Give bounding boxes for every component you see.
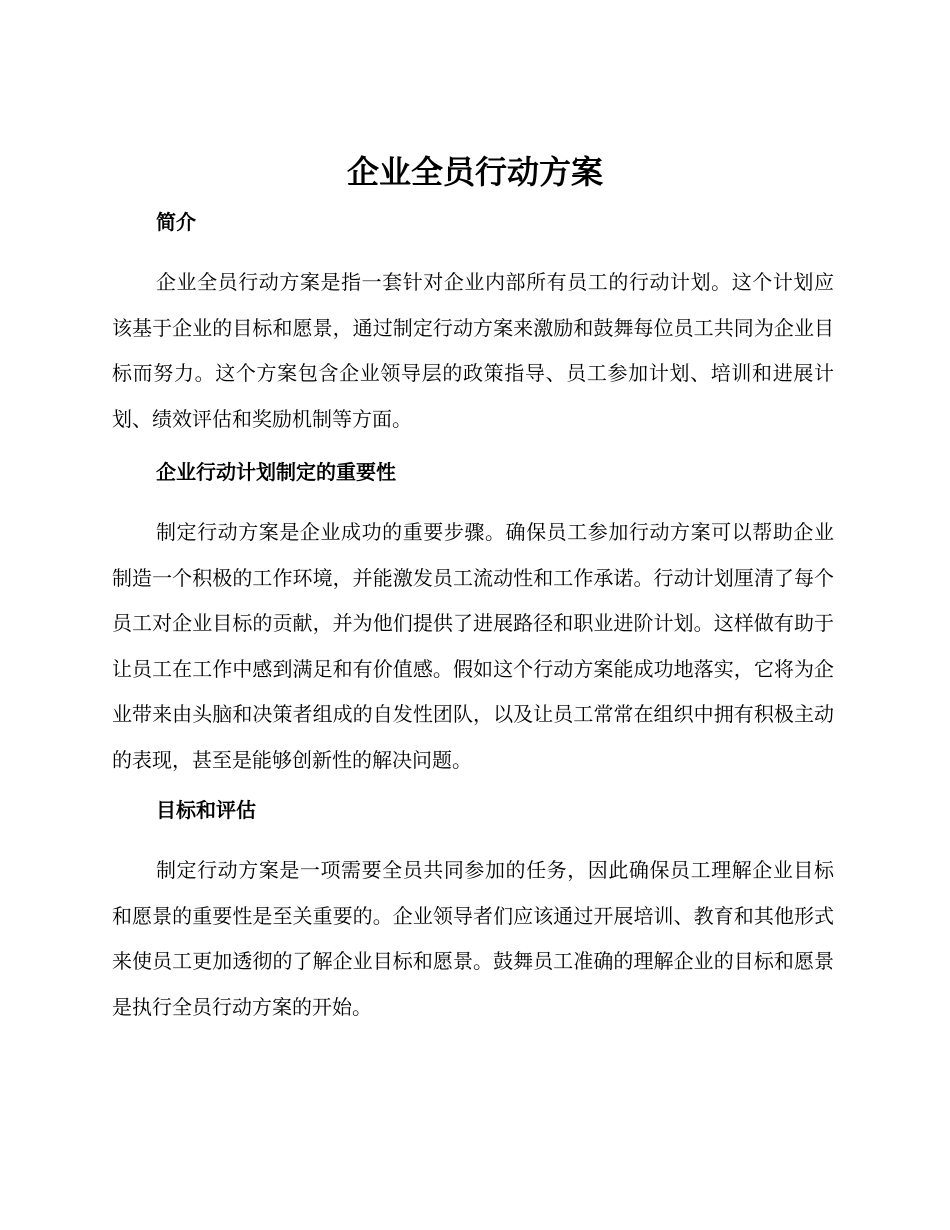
section-heading: 目标和评估 xyxy=(156,798,256,822)
section-paragraph: 制定行动方案是一项需要全员共同参加的任务，因此确保员工理解企业目标和愿景的重要性是至关重要的。企业领导者们应该通过开展培训、教育和其他形式来使员工更加透彻的了解企业目标和愿景。鼓舞员工准确的理解企业的目标和愿景是执行全员行动方案的开始。 xyxy=(112,858,834,1019)
section-introduction xyxy=(112,208,834,442)
section-heading: 企业行动计划制定的重要性 xyxy=(156,460,396,484)
section-importance xyxy=(112,458,834,783)
document-title: 企业全员行动方案 xyxy=(346,153,603,191)
section-paragraph: 企业全员行动方案是指一套针对企业内部所有员工的行动计划。这个计划应该基于企业的目标和愿景，通过制定行动方案来激励和鼓舞每位员工共同为企业目标而努力。这个方案包含企业领导层的政策指导、员工参加计划、培训和进展计划、绩效评估和奖励机制等方面。 xyxy=(112,270,834,431)
section-goals-evaluation xyxy=(112,796,834,1030)
section-heading: 简介 xyxy=(156,210,196,234)
section-paragraph: 制定行动方案是企业成功的重要步骤。确保员工参加行动方案可以帮助企业制造一个积极的工作环境，并能激发员工流动性和工作承诺。行动计划厘清了每个员工对企业目标的贡献，并为他们提供了进展路径和职业进阶计划。这样做有助于让员工在工作中感到满足和有价值感。假如这个行动方案能成功地落实，它将为企业带来由头脑和决策者组成的自发性团队，以及让员工常常在组织中拥有积极主动的表现，甚至是能够创新性的解决问题。 xyxy=(112,520,834,772)
